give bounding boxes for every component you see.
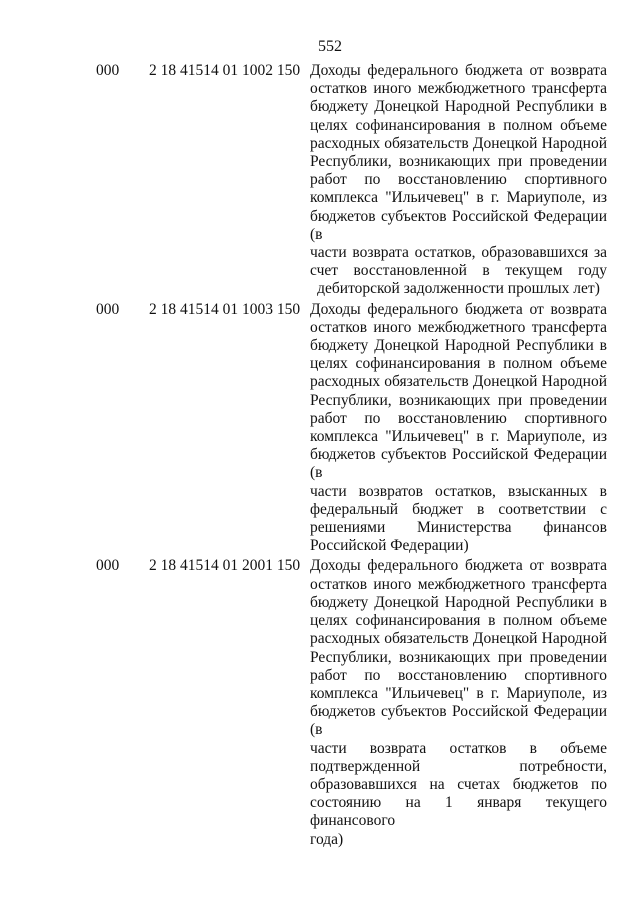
description-line: комплекса "Ильичевец" в г. Мариуполе, из (310, 428, 607, 446)
description-line: расходных обязательств Донецкой Народной (310, 373, 607, 391)
description-line: года) (310, 830, 344, 848)
description-line: решениями Министерства финансов (310, 519, 607, 537)
description-line: части возврата остатков, образовавшихся за (310, 244, 607, 262)
description-line: бюджету Донецкой Народной Республики в (310, 593, 607, 611)
admin-code: 000 (96, 300, 120, 318)
description-line: счет восстановленной в текущем году (310, 262, 607, 280)
description-line: бюджету Донецкой Народной Республики в (310, 337, 607, 355)
description-line: образовавшихся на счетах бюджетов по (310, 775, 607, 793)
description-line: расходных обязательств Донецкой Народной (310, 630, 607, 648)
budget-classification-code: 2 18 41514 01 1003 150 (149, 300, 301, 318)
description-line: работ по восстановлению спортивного (310, 666, 607, 684)
income-description (310, 62, 607, 299)
description-line: состоянию на 1 января текущего финансового (310, 794, 607, 830)
description-line: целях софинансирования в полном объеме (310, 355, 607, 373)
description-line: остатков иного межбюджетного трансферта (310, 318, 607, 336)
description-line: бюджету Донецкой Народной Республики в (310, 98, 607, 116)
description-line: целях софинансирования в полном объеме (310, 612, 607, 630)
description-line: федеральный бюджет в соответствии с (310, 500, 607, 518)
description-line: целях софинансирования в полном объеме (310, 116, 607, 134)
description-line: работ по восстановлению спортивного (310, 409, 607, 427)
page-number: 552 (318, 38, 342, 55)
description-line: части возврата остатков в объеме (310, 739, 607, 757)
income-description (310, 301, 607, 556)
description-line: бюджетов субъектов Российской Федерации (в (310, 207, 607, 243)
description-line: остатков иного межбюджетного трансферта (310, 575, 607, 593)
budget-classification-code: 2 18 41514 01 2001 150 (149, 557, 301, 575)
description-line: Доходы федерального бюджета от возврата (310, 62, 607, 79)
description-line: Республики, возникающих при проведении (310, 153, 607, 171)
budget-code-table (0, 62, 640, 851)
description-line: расходных обязательств Донецкой Народной (310, 134, 607, 152)
description-line: остатков иного межбюджетного трансферта (310, 80, 607, 98)
income-description (310, 557, 607, 848)
description-line: бюджетов субъектов Российской Федерации (в (310, 703, 607, 739)
budget-classification-code: 2 18 41514 01 1002 150 (149, 62, 301, 79)
description-line: части возвратов остатков, взысканных в (310, 482, 607, 500)
description-line: Российской Федерации) (310, 537, 469, 555)
admin-code: 000 (96, 557, 120, 575)
description-line: работ по восстановлению спортивного (310, 171, 607, 189)
description-line: Республики, возникающих при проведении (310, 648, 607, 666)
description-line: подтвержденной потребности, (310, 757, 607, 775)
description-line: Доходы федерального бюджета от возврата (310, 557, 607, 575)
description-line: комплекса "Ильичевец" в г. Мариуполе, из (310, 684, 607, 702)
table-row (0, 62, 640, 299)
table-row (0, 557, 640, 848)
admin-code: 000 (96, 62, 120, 79)
description-line: бюджетов субъектов Российской Федерации (в (310, 446, 607, 482)
description-line: Доходы федерального бюджета от возврата (310, 300, 607, 318)
table-row (0, 301, 640, 556)
description-line: Республики, возникающих при проведении (310, 391, 607, 409)
description-line: комплекса "Ильичевец" в г. Мариуполе, из (310, 189, 607, 207)
description-line: дебиторской задолженности прошлых лет) (317, 280, 600, 298)
